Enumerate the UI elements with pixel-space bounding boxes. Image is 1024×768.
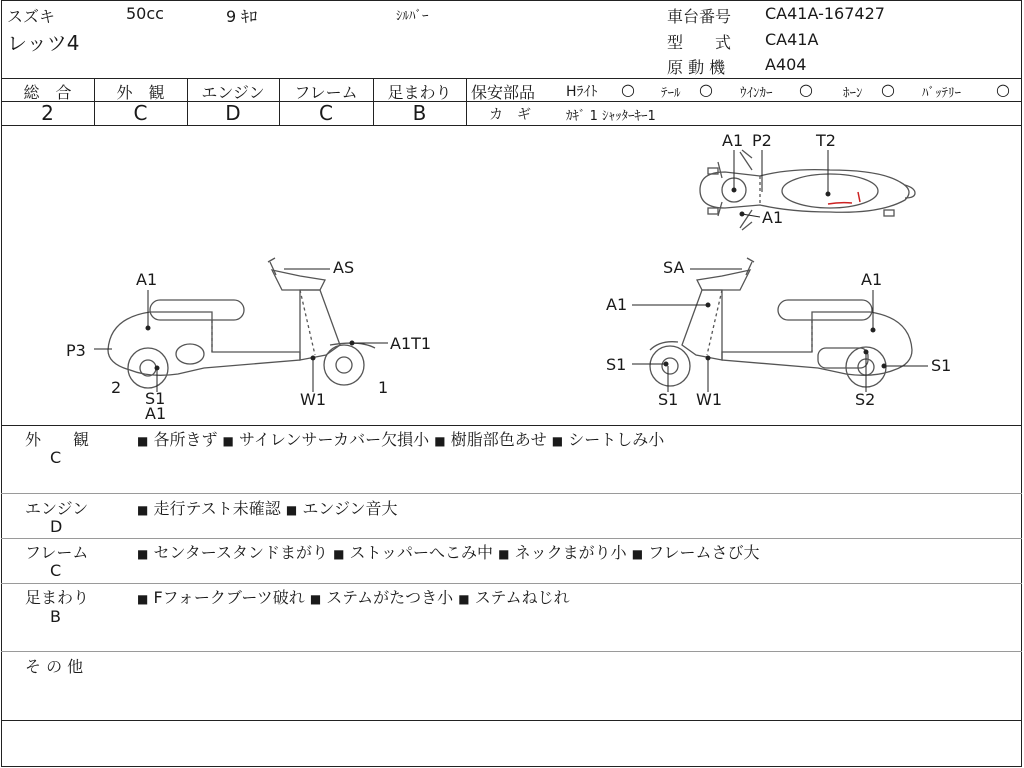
divider — [1, 720, 1022, 721]
remark: Fフォークブーツ破れ — [153, 588, 305, 607]
frame-number-value: CA41A-167427 — [765, 4, 885, 23]
label-s2: S2 — [855, 390, 876, 409]
label-w1: W1 — [696, 390, 722, 409]
remark: センタースタンドまがり — [153, 543, 328, 562]
body-color: ｼﾙﾊﾞｰ — [396, 9, 429, 24]
label-a1: A1 — [861, 270, 883, 289]
model-type-value: CA41A — [765, 30, 819, 49]
displacement: 50cc — [126, 4, 164, 23]
safety-battery-mark: ○ — [996, 80, 1010, 99]
grade-suspension-label: 足まわり — [387, 83, 452, 102]
section-suspension-grade: B — [50, 607, 61, 626]
remark: エンジン音大 — [302, 499, 398, 518]
key-value: ｶｷﾞ 1 ｼｬｯﾀｰｷｰ1 — [566, 109, 656, 124]
section-suspension-items: ■ Fフォークブーツ破れ ■ ステムがたつき小 ■ ステムねじれ — [137, 588, 570, 607]
label-s1: S1 — [145, 389, 166, 408]
remark: 各所きず — [153, 430, 218, 449]
divider — [1, 651, 1022, 652]
engine-model-value: A404 — [765, 55, 807, 74]
label-a1: A1 — [762, 208, 784, 227]
section-frame-title: フレーム — [25, 543, 89, 562]
mileage: 9 ｷﾛ — [226, 7, 258, 26]
model-type-label: 型 式 — [667, 33, 732, 52]
label-a1: A1 — [145, 404, 167, 423]
divider — [1, 493, 1022, 494]
divider — [1, 425, 1022, 426]
frame-number-label: 車台番号 — [667, 7, 732, 26]
divider — [1, 583, 1022, 584]
grade-engine-label: エンジン — [201, 83, 265, 102]
remark: ステムねじれ — [474, 588, 570, 607]
section-engine-grade: D — [50, 517, 63, 536]
remark: ストッパーへこみ中 — [349, 543, 494, 562]
label-s1: S1 — [606, 355, 627, 374]
safety-taillight-mark: ○ — [699, 80, 713, 99]
section-frame-grade: C — [50, 561, 62, 580]
label-w1: W1 — [300, 390, 326, 409]
safety-headlight-label: Hﾗｲﾄ — [566, 84, 598, 100]
section-exterior-items: ■ 各所きず ■ サイレンサーカバー欠損小 ■ 樹脂部色あせ ■ シートしみ小 — [137, 430, 665, 449]
engine-model-label: 原 動 機 — [667, 58, 726, 77]
label-a1: A1 — [722, 131, 744, 150]
safety-headlight-mark: ○ — [621, 80, 635, 99]
section-suspension-title: 足まわり — [25, 588, 90, 607]
grade-exterior-value: C — [133, 101, 148, 125]
remark: サイレンサーカバー欠損小 — [238, 430, 430, 449]
label-a1: A1 — [606, 295, 628, 314]
section-exterior-grade: C — [50, 448, 62, 467]
section-engine-items: ■ 走行テスト未確認 ■ エンジン音大 — [137, 499, 398, 518]
remark: 樹脂部色あせ — [450, 430, 547, 449]
label-2: 2 — [111, 378, 122, 397]
grade-overall-label: 総 合 — [23, 83, 72, 102]
remark: シートしみ小 — [568, 430, 665, 449]
label-a1t1: A1T1 — [390, 334, 432, 353]
label-a1: A1 — [136, 270, 158, 289]
remark: 走行テスト未確認 — [153, 499, 281, 518]
safety-battery-label: ﾊﾞｯﾃﾘｰ — [922, 86, 961, 101]
section-exterior-title: 外 観 — [25, 430, 90, 449]
label-p3: P3 — [66, 341, 86, 360]
grade-suspension-value: B — [412, 101, 427, 125]
safety-parts-title: 保安部品 — [471, 83, 536, 102]
label-s1: S1 — [658, 390, 679, 409]
divider — [1, 538, 1022, 539]
safety-horn-mark: ○ — [881, 80, 895, 99]
grade-exterior-label: 外 観 — [116, 83, 165, 102]
label-p2: P2 — [752, 131, 772, 150]
safety-horn-label: ﾎｰﾝ — [843, 86, 863, 101]
label-1: 1 — [378, 378, 389, 397]
model-name: レッツ4 — [7, 31, 80, 55]
grade-engine-value: D — [225, 101, 241, 125]
section-frame-items: ■ センタースタンドまがり ■ ストッパーへこみ中 ■ ネックまがり小 ■ フレームさび大 — [137, 543, 760, 562]
label-sa: SA — [663, 258, 685, 277]
maker-name: スズキ — [7, 7, 56, 26]
remark: ステムがたつき小 — [326, 588, 454, 607]
remark: ネックまがり小 — [514, 543, 627, 562]
safety-winker-label: ｳｲﾝｶｰ — [740, 86, 773, 101]
damage-mark — [828, 192, 860, 204]
remark: フレームさび大 — [648, 543, 760, 562]
grade-overall-value: 2 — [41, 101, 54, 125]
section-engine-title: エンジン — [25, 499, 89, 518]
label-as: AS — [333, 258, 355, 277]
label-t2: T2 — [816, 131, 836, 150]
section-other-title: そ の 他 — [25, 657, 84, 676]
grade-frame-value: C — [319, 101, 333, 125]
label-s1: S1 — [931, 356, 952, 375]
safety-taillight-label: ﾃｰﾙ — [661, 86, 681, 101]
key-label: カ ギ — [489, 107, 531, 123]
grade-frame-label: フレーム — [294, 83, 358, 102]
safety-winker-mark: ○ — [799, 80, 813, 99]
